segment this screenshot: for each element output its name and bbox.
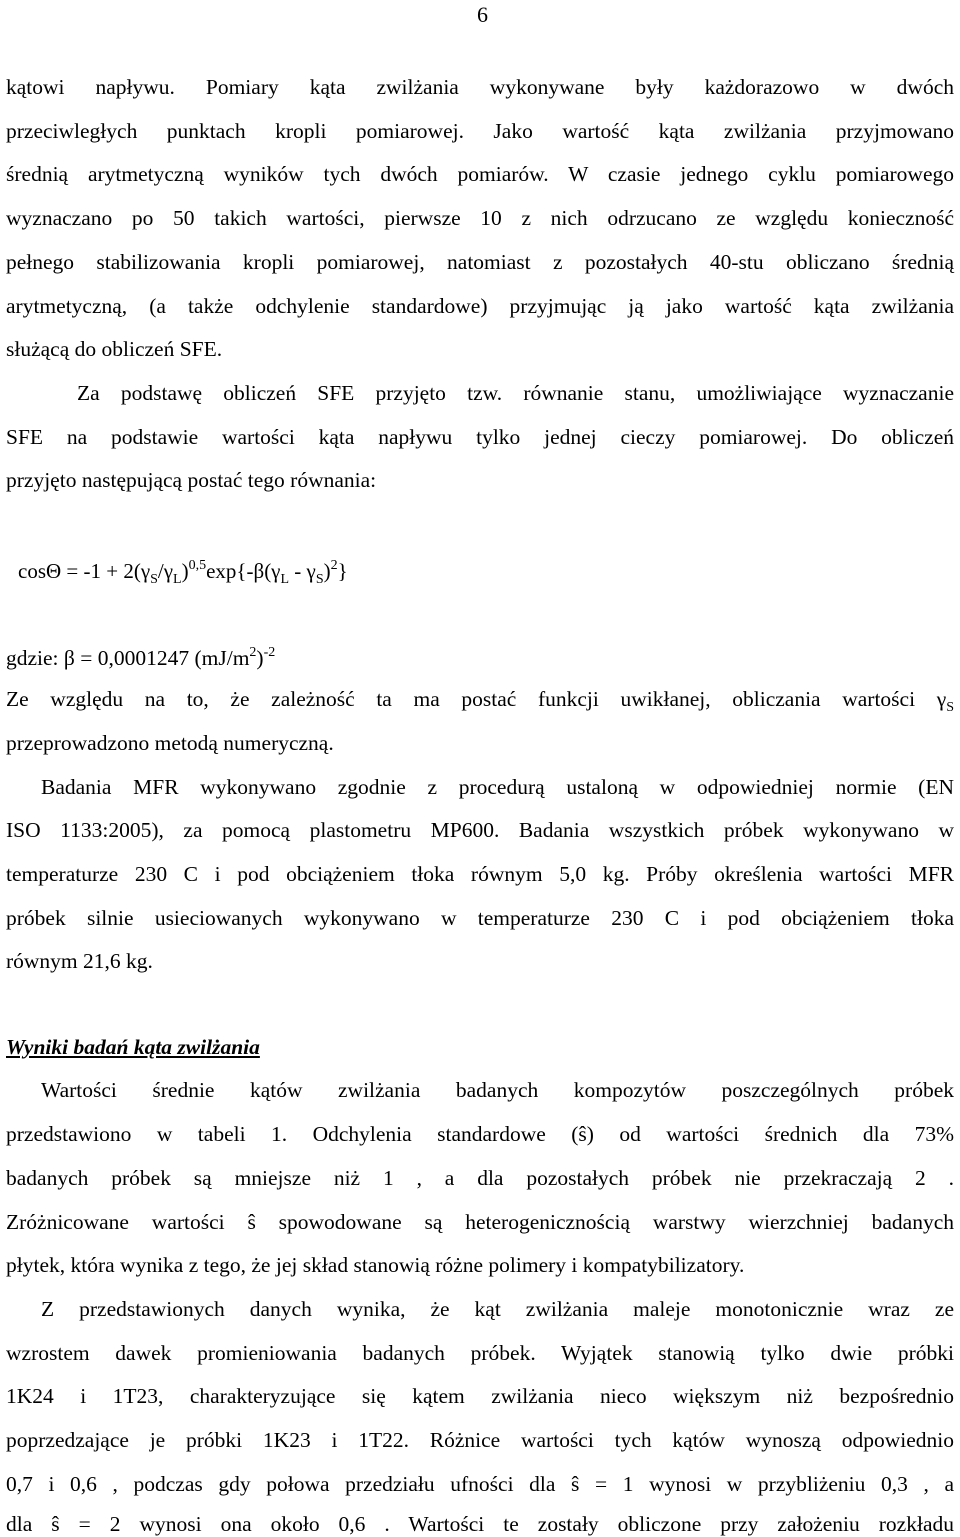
text-line: SFE na podstawie wartości kąta napływu tylko jednej cieczy pomiarowej. Do obliczeń bbox=[6, 425, 954, 449]
text-line: temperaturze 230 C i pod obciążeniem tłoka równym 5,0 kg. Próby określenia wartości MFR bbox=[6, 862, 954, 886]
text-line: Zróżnicowane wartości ŝ spowodowane są heterogenicznością warstwy wierzchniej badanych bbox=[6, 1210, 954, 1234]
text-line: Ze względu na to, że zależność ta ma postać funkcji uwikłanej, obliczania wartości $\gamma_S$ bbox=[6, 687, 954, 715]
page-number: 6 bbox=[477, 2, 488, 27]
text-line: przyjęto następującą postać tego równania: bbox=[6, 468, 377, 492]
section-heading: Wyniki badań kąta zwilżania bbox=[6, 1035, 260, 1059]
text-line: 1K24 i 1T23, charakteryzujące się kątem zwilżania nieco większym niż bezpośrednio bbox=[6, 1384, 954, 1408]
equation-of-state: $\cos\Theta = -1 + 2(\gamma_S/\gamma_L)^{0,5}\exp\{-\beta(\gamma_L - \gamma_S)^2\}$ bbox=[18, 558, 348, 587]
text-line: kątowi napływu. Pomiary kąta zwilżania wykonywane były każdorazowo w dwóch bbox=[6, 75, 954, 99]
text-line: wzrostem dawek promieniowania badanych próbek. Wyjątek stanowią tylko dwie próbki bbox=[6, 1341, 954, 1365]
text-line: Wartości średnie kątów zwilżania badanych kompozytów poszczególnych próbek bbox=[41, 1078, 954, 1102]
text-line: przeprowadzono metodą numeryczną. bbox=[6, 731, 334, 755]
text-line: przedstawiono w tabeli 1. Odchylenia standardowe (ŝ) od wartości średnich dla 73% bbox=[6, 1122, 954, 1146]
beta-definition: gdzie: β = 0,0001247 $(mJ/m^2)^{-2}$ bbox=[6, 645, 276, 670]
text-line: Za podstawę obliczeń SFE przyjęto tzw. równanie stanu, umożliwiające wyznaczanie bbox=[77, 381, 954, 405]
text-line: badanych próbek są mniejsze niż 1 , a dla pozostałych próbek nie przekraczają 2 . bbox=[6, 1166, 954, 1190]
text-line: Z przedstawionych danych wynika, że kąt zwilżania maleje monotonicznie wraz ze bbox=[41, 1297, 954, 1321]
text-line: Badania MFR wykonywano zgodnie z procedurą ustaloną w odpowiedniej normie (EN bbox=[41, 775, 954, 799]
text-line: poprzedzające je próbki 1K23 i 1T22. Różnice wartości tych kątów wynoszą odpowiednio bbox=[6, 1428, 954, 1452]
text-line: dla ŝ = 2 wynosi ona około 0,6 . Wartości te zostały obliczone przy założeniu rozkładu bbox=[6, 1512, 954, 1536]
text-line: płytek, która wynika z tego, że jej skład stanowią różne polimery i kompatybilizatory. bbox=[6, 1253, 745, 1277]
text-line: służącą do obliczeń SFE. bbox=[6, 337, 223, 361]
text-line: przeciwległych punktach kropli pomiarowej. Jako wartość kąta zwilżania przyjmowano bbox=[6, 119, 954, 143]
text-line: arytmetyczną, (a także odchylenie standardowe) przyjmując ją jako wartość kąta zwilżania bbox=[6, 294, 954, 318]
text-line: średnią arytmetyczną wyników tych dwóch pomiarów. W czasie jednego cyklu pomiarowego bbox=[6, 162, 954, 186]
text-line: wyznaczano po 50 takich wartości, pierwsze 10 z nich odrzucano ze względu konieczność bbox=[6, 206, 954, 230]
text-line: 0,7 i 0,6 , podczas gdy połowa przedziału ufności dla ŝ = 1 wynosi w przybliżeniu 0,3 , a bbox=[6, 1472, 954, 1496]
text-line: pełnego stabilizowania kropli pomiarowej, natomiast z pozostałych 40-stu obliczano średnią bbox=[6, 250, 954, 274]
text-line: próbek silnie usieciowanych wykonywano w temperaturze 230 C i pod obciążeniem tłoka bbox=[6, 906, 954, 930]
text-line: równym 21,6 kg. bbox=[6, 949, 153, 973]
text-line: ISO 1133:2005), za pomocą plastometru MP600. Badania wszystkich próbek wykonywano w bbox=[6, 818, 954, 842]
